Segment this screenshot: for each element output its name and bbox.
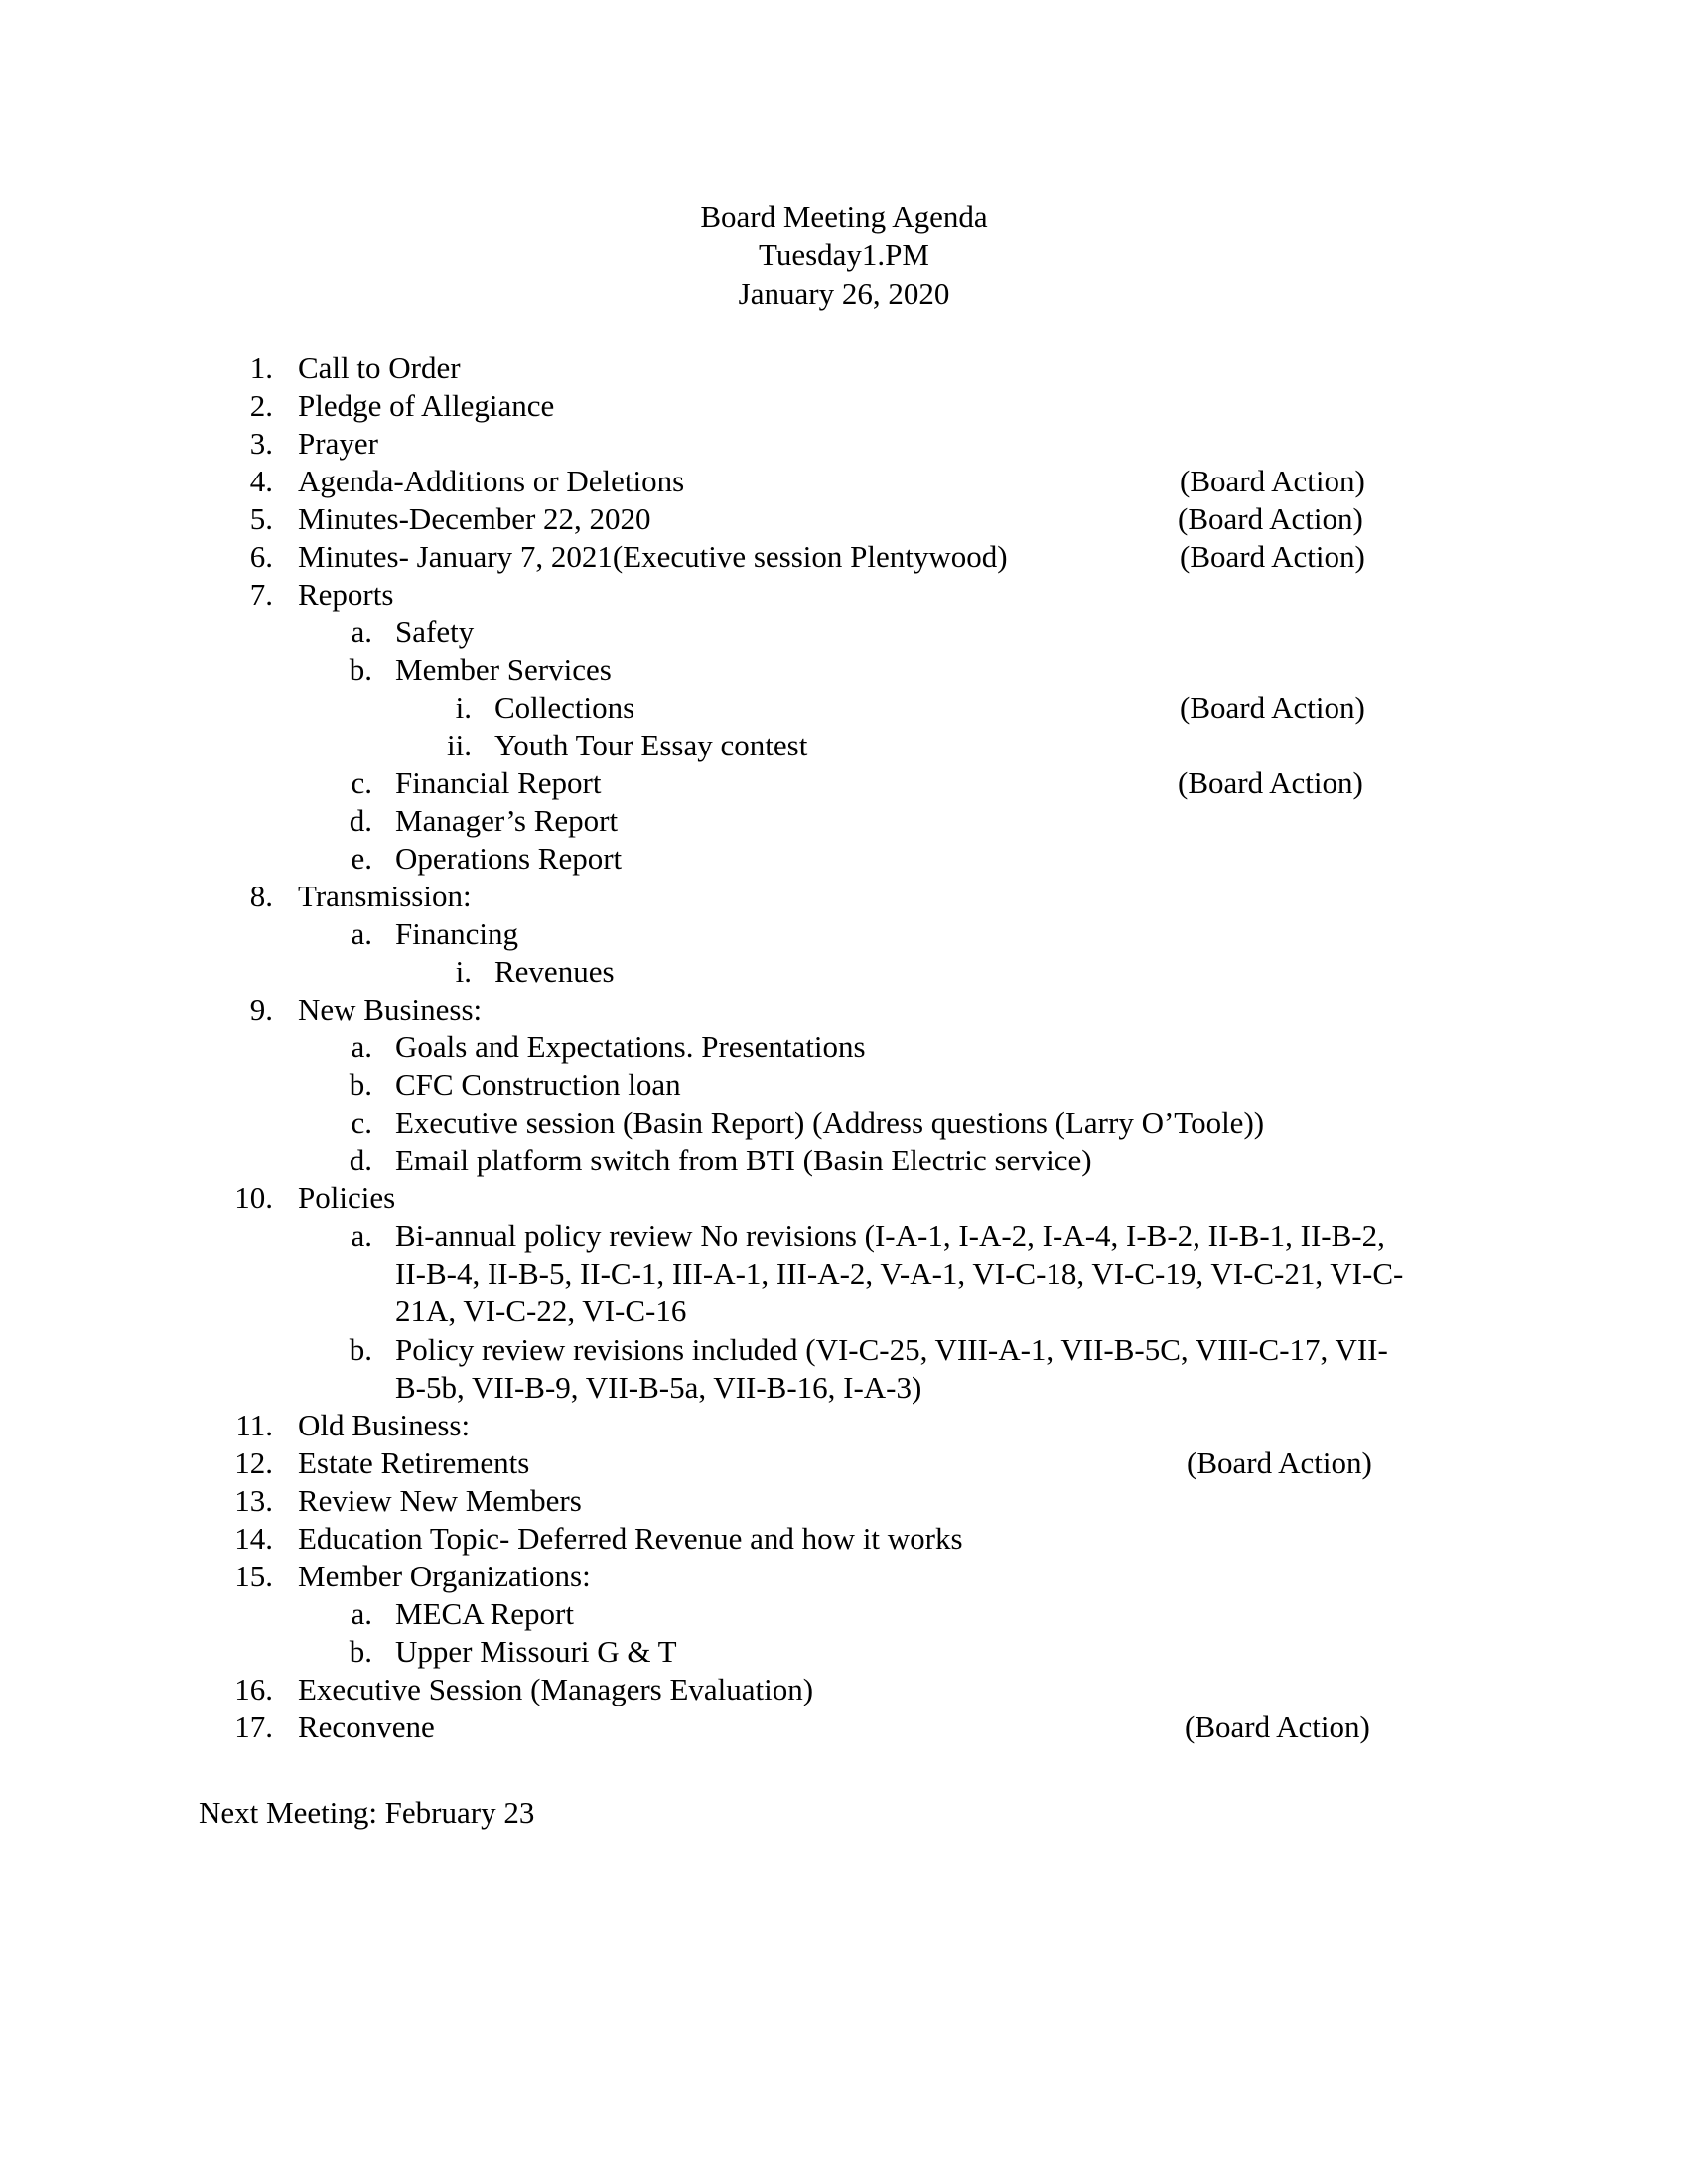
agenda-item-number: 8. (249, 879, 273, 913)
agenda-item (0, 500, 1688, 538)
agenda-item-number: 13. (234, 1483, 273, 1518)
agenda-item-number: 17. (234, 1709, 273, 1744)
agenda-item-number: 12. (234, 1445, 273, 1480)
agenda-item-number: a. (351, 614, 372, 649)
agenda-item-number: c. (351, 765, 372, 800)
board-action-note: (Board Action) (1180, 464, 1365, 498)
agenda-item-text: Bi-annual policy review No revisions (I-A-1, I-A-2, I-A-4, I-B-2, II-B-1, II-B-2, (395, 1218, 1385, 1253)
agenda-item (0, 764, 1688, 802)
agenda-item-text: Policies (298, 1180, 396, 1215)
agenda-item-text: Revenues (494, 954, 615, 989)
agenda-item (0, 1671, 1688, 1708)
agenda-item (0, 915, 1688, 953)
agenda-item (0, 1520, 1688, 1558)
agenda-item (0, 1331, 1688, 1369)
agenda-item (0, 1066, 1688, 1104)
agenda-item-number: a. (351, 1596, 372, 1631)
agenda-item-number: d. (349, 803, 372, 838)
agenda-item-number: 6. (249, 539, 273, 574)
agenda-item-text: Manager’s Report (395, 803, 619, 838)
agenda-item-number: 11. (235, 1408, 273, 1442)
agenda-item-text: B-5b, VII-B-9, VII-B-5a, VII-B-16, I-A-3) (395, 1370, 922, 1405)
agenda-item (0, 387, 1688, 425)
agenda-item-text: Education Topic- Deferred Revenue and how it works (298, 1521, 963, 1556)
agenda-item-number: 2. (249, 388, 273, 423)
agenda-item-text: Review New Members (298, 1483, 582, 1518)
agenda-item (0, 1369, 1688, 1407)
agenda-item (0, 1028, 1688, 1066)
agenda-item-text: Prayer (298, 426, 378, 461)
agenda-item (0, 727, 1688, 764)
board-action-note: (Board Action) (1180, 539, 1365, 574)
agenda-item-number: 4. (249, 464, 273, 498)
agenda-item-number: b. (349, 1067, 372, 1102)
agenda-item (0, 614, 1688, 651)
agenda-item (0, 576, 1688, 614)
agenda-item-text: Goals and Expectations. Presentations (395, 1029, 866, 1064)
agenda-item (0, 878, 1688, 915)
agenda-item-text: Executive Session (Managers Evaluation) (298, 1672, 814, 1706)
agenda-item-text: CFC Construction loan (395, 1067, 681, 1102)
agenda-item (0, 1217, 1688, 1255)
agenda-item (0, 1482, 1688, 1520)
agenda-item-text: Member Organizations: (298, 1559, 591, 1593)
agenda-item (0, 802, 1688, 840)
agenda-item (0, 1558, 1688, 1595)
agenda-item-text: Upper Missouri G & T (395, 1634, 677, 1669)
agenda-item-text: MECA Report (395, 1596, 574, 1631)
agenda-item-number: b. (349, 1332, 372, 1367)
agenda-item-text: Call to Order (298, 350, 461, 385)
agenda-item (0, 1293, 1688, 1330)
agenda-item (0, 425, 1688, 463)
agenda-item-number: 7. (249, 577, 273, 612)
agenda-item-text: Pledge of Allegiance (298, 388, 555, 423)
agenda-item-number: i. (455, 690, 472, 725)
agenda-item (0, 1142, 1688, 1179)
agenda-item-number: 15. (234, 1559, 273, 1593)
agenda-item (0, 840, 1688, 878)
agenda-item-text: New Business: (298, 992, 483, 1026)
agenda-item-number: b. (349, 1634, 372, 1669)
agenda-item (0, 349, 1688, 387)
agenda-item-text: Estate Retirements (298, 1445, 530, 1480)
agenda-item (0, 1444, 1688, 1482)
agenda-item-number: 9. (249, 992, 273, 1026)
agenda-item (0, 1595, 1688, 1633)
agenda-item-number: a. (351, 1029, 372, 1064)
agenda-item (0, 991, 1688, 1028)
board-action-note: (Board Action) (1180, 690, 1365, 725)
agenda-item-text: 21A, VI-C-22, VI-C-16 (395, 1294, 687, 1328)
agenda-item (0, 538, 1688, 576)
agenda-item (0, 1633, 1688, 1671)
board-action-note: (Board Action) (1178, 765, 1363, 800)
agenda-item-number: 1. (249, 350, 273, 385)
agenda-item-text: Financing (395, 916, 518, 951)
agenda-item-text: Minutes-December 22, 2020 (298, 501, 651, 536)
agenda-item-text: Old Business: (298, 1408, 471, 1442)
agenda-item (0, 1407, 1688, 1444)
agenda-item-number: d. (349, 1143, 372, 1177)
agenda-item (0, 463, 1688, 500)
agenda-item-number: b. (349, 652, 372, 687)
agenda-item-text: Agenda-Additions or Deletions (298, 464, 685, 498)
agenda-item-number: 5. (249, 501, 273, 536)
agenda-item-number: 3. (249, 426, 273, 461)
agenda-item-text: Reports (298, 577, 394, 612)
agenda-item-number: a. (351, 916, 372, 951)
agenda-item-number: i. (455, 954, 472, 989)
agenda-item-number: e. (351, 841, 372, 876)
agenda-item-text: Policy review revisions included (VI-C-25, VIII-A-1, VII-B-5C, VIII-C-17, VII- (395, 1332, 1388, 1367)
agenda-item-text: Youth Tour Essay contest (494, 728, 808, 762)
board-action-note: (Board Action) (1187, 1445, 1372, 1480)
agenda-title: Board Meeting Agenda (700, 200, 988, 234)
agenda-item (0, 651, 1688, 689)
agenda-item-number: 16. (234, 1672, 273, 1706)
agenda-item-text: Safety (395, 614, 475, 649)
agenda-item-number: a. (351, 1218, 372, 1253)
agenda-item-text: II-B-4, II-B-5, II-C-1, III-A-1, III-A-2, V-A-1, VI-C-18, VI-C-19, VI-C-21, VI-C- (395, 1256, 1404, 1291)
meeting-date: January 26, 2020 (738, 276, 950, 311)
agenda-item-text: Financial Report (395, 765, 602, 800)
board-action-note: (Board Action) (1178, 501, 1363, 536)
agenda-item-number: 10. (234, 1180, 273, 1215)
agenda-item (0, 1255, 1688, 1293)
agenda-item-number: c. (351, 1105, 372, 1140)
agenda-item (0, 1708, 1688, 1746)
agenda-item-text: Collections (494, 690, 635, 725)
agenda-item (0, 1104, 1688, 1142)
agenda-item (0, 689, 1688, 727)
agenda-item-text: Executive session (Basin Report) (Address questions (Larry O’Toole)) (395, 1105, 1265, 1140)
agenda-item-text: Reconvene (298, 1709, 435, 1744)
agenda-item-text: Transmission: (298, 879, 472, 913)
agenda-item-number: 14. (234, 1521, 273, 1556)
agenda-item (0, 1179, 1688, 1217)
agenda-item-text: Email platform switch from BTI (Basin Electric service) (395, 1143, 1092, 1177)
agenda-item (0, 953, 1688, 991)
agenda-item-text: Operations Report (395, 841, 623, 876)
next-meeting: Next Meeting: February 23 (199, 1795, 535, 1830)
agenda-item-text: Minutes- January 7, 2021(Executive session Plentywood) (298, 539, 1008, 574)
board-action-note: (Board Action) (1185, 1709, 1370, 1744)
meeting-time: Tuesday1.PM (759, 237, 929, 272)
agenda-item-text: Member Services (395, 652, 612, 687)
agenda-item-number: ii. (447, 728, 472, 762)
